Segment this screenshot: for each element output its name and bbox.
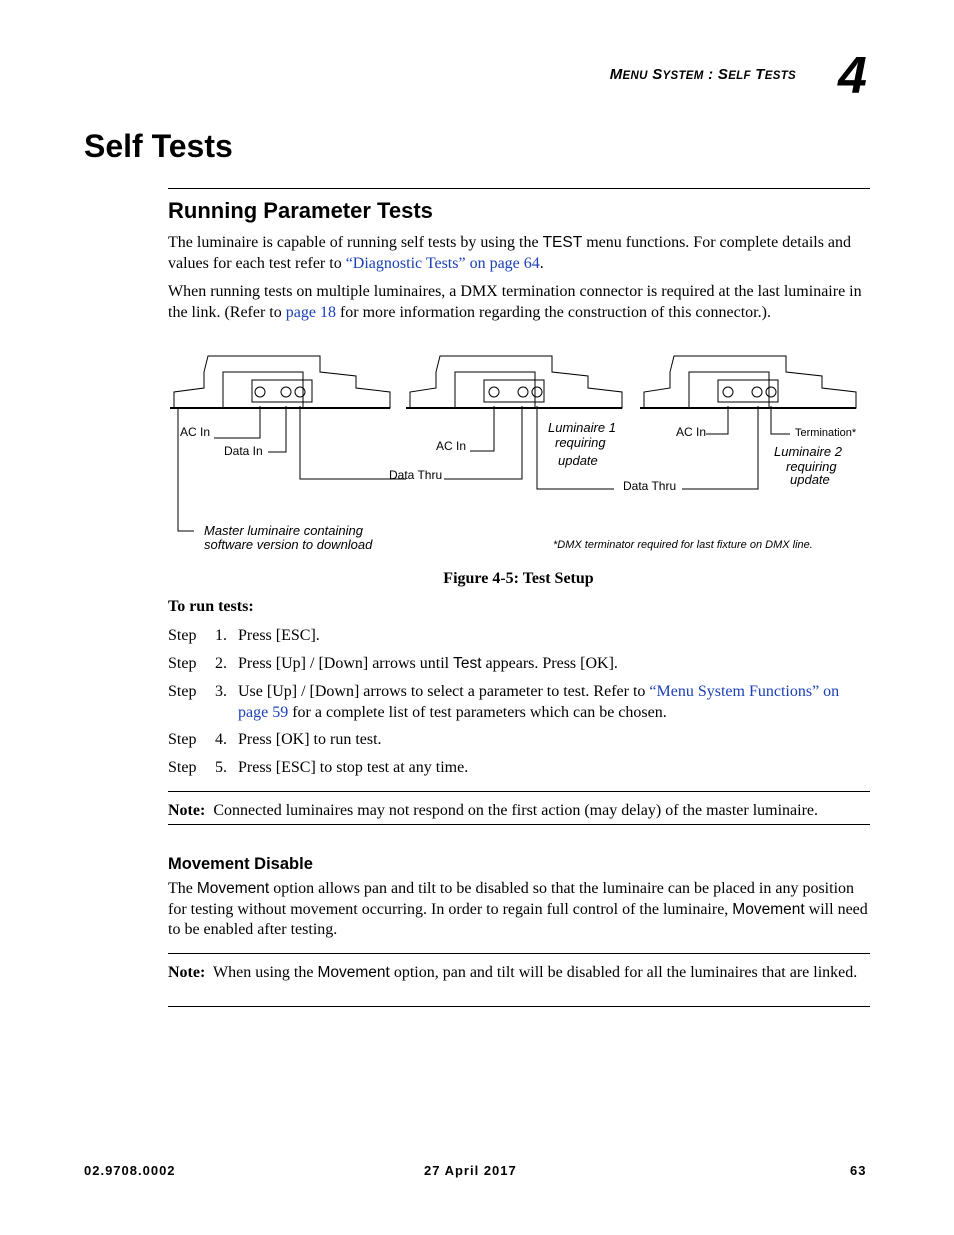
menu-system-functions-link[interactable]: “Menu System Functions” on page 59 [238,683,840,721]
chapter-number: 4 [838,47,867,105]
running-header: MENU SYSTEM : SELF TESTS [609,66,796,83]
footer-page-number: 63 [850,1163,867,1178]
intro-paragraph: The luminaire is capable of running self tests by using the TEST menu functions. For complete details and values for each test refer to “Diagnostic Tests” on page 64. [168,234,852,272]
command-text: Test [453,655,482,672]
ac-in-2-leader [470,406,494,451]
luminaire-2-label-line1: Luminaire 2 [774,444,842,459]
luminaire-1-label-line1: Luminaire 1 [548,420,616,435]
procedure-title: To run tests: [168,598,254,615]
command-text: TEST [542,234,583,251]
section-heading: Running Parameter Tests [168,198,433,223]
command-text: Movement [196,880,270,897]
ac-in-1-label: AC In [180,425,211,439]
note-rule-top [168,791,870,792]
step-5 [168,758,870,779]
step-number: 3. [215,683,227,700]
data-in-leader [268,406,286,452]
footer-doc-number: 02.9708.0002 [84,1163,176,1178]
page-18-link[interactable]: page 18 [285,303,336,321]
step-text: Press [ESC]. [238,627,320,644]
step-text: Press [Up] / [Down] arrows until Test appears. Press [OK]. [238,655,618,672]
page-title: Self Tests [84,128,233,164]
step-label: Step [168,759,197,776]
data-thru-1-label: Data Thru [389,468,443,482]
step-text: Use [Up] / [Down] arrows to select a parameter to test. Refer to “Menu System Functions” on page 59 for a complete list of test parameters which can be chosen. [238,683,840,721]
dmx-footnote: *DMX terminator required for last fixture on DMX line. [553,539,813,551]
step-label: Step [168,731,197,748]
step-text: Press [ESC] to stop test at any time. [238,759,469,776]
step-number: 5. [215,759,227,776]
step-number: 2. [215,655,227,672]
fixture-2 [406,356,622,408]
master-label-line1: Master luminaire containing [204,523,363,538]
step-text: Press [OK] to run test. [238,731,382,748]
luminaire-2-label-line3: update [790,472,830,487]
step-2 [168,654,870,675]
ac-in-2-label: AC In [436,439,467,453]
diagnostic-tests-link[interactable]: “Diagnostic Tests” on page 64 [345,254,540,272]
data-in-label: Data In [224,444,263,458]
note-1: Note: Connected luminaires may not respond on the first action (may delay) of the master luminaire. [168,802,819,819]
termination-leader [771,406,790,434]
luminaire-2-label-line2: requiring [786,459,837,474]
step-3 [168,682,870,724]
fixture-1 [170,356,390,408]
note-rule-top [168,953,870,954]
fixture-3 [640,356,856,408]
luminaire-1-label-line2: requiring [555,435,606,450]
data-thru-2-label: Data Thru [623,479,677,493]
luminaire-1-label-line3: update [558,453,598,468]
data-thru-2-leader-b [682,406,758,489]
note-label: Note: [168,964,206,981]
step-number: 4. [215,731,227,748]
ac-in-3-leader [706,406,728,434]
note-label: Note: [168,802,206,819]
note-rule-bottom [168,824,870,825]
figure-caption: Figure 4-5: Test Setup [443,570,594,587]
note-rule-bottom [168,1006,870,1007]
step-number: 1. [215,627,227,644]
step-1 [168,626,870,647]
ac-in-1-leader [214,406,260,438]
footer-date: 27 April 2017 [424,1163,517,1178]
termination-label: Termination* [795,427,857,439]
movement-paragraph: The Movement option allows pan and tilt to be disabled so that the luminaire can be placed in any position for testing without movement occurring. In order to regain full control of the luminaire, Movement will need to be enabled after testing. [168,880,868,938]
step-label: Step [168,683,197,700]
subsection-heading: Movement Disable [168,855,313,873]
note-2: Note: When using the Movement option, pan and tilt will be disabled for all the luminaires that are linked. [168,964,858,981]
test-setup-diagram [168,348,870,558]
command-text: Movement [317,964,390,981]
master-label-line2: software version to download [204,537,373,552]
ac-in-3-label: AC In [676,425,707,439]
step-label: Step [168,627,197,644]
command-text: Movement [732,900,805,918]
dmx-paragraph: When running tests on multiple luminaires, a DMX termination connector is required at the last luminaire in the link. (Refer to page 18 for more information regarding the construction of this connector.). [168,283,862,321]
step-4 [168,730,870,751]
title-rule [168,188,870,189]
step-label: Step [168,655,197,672]
